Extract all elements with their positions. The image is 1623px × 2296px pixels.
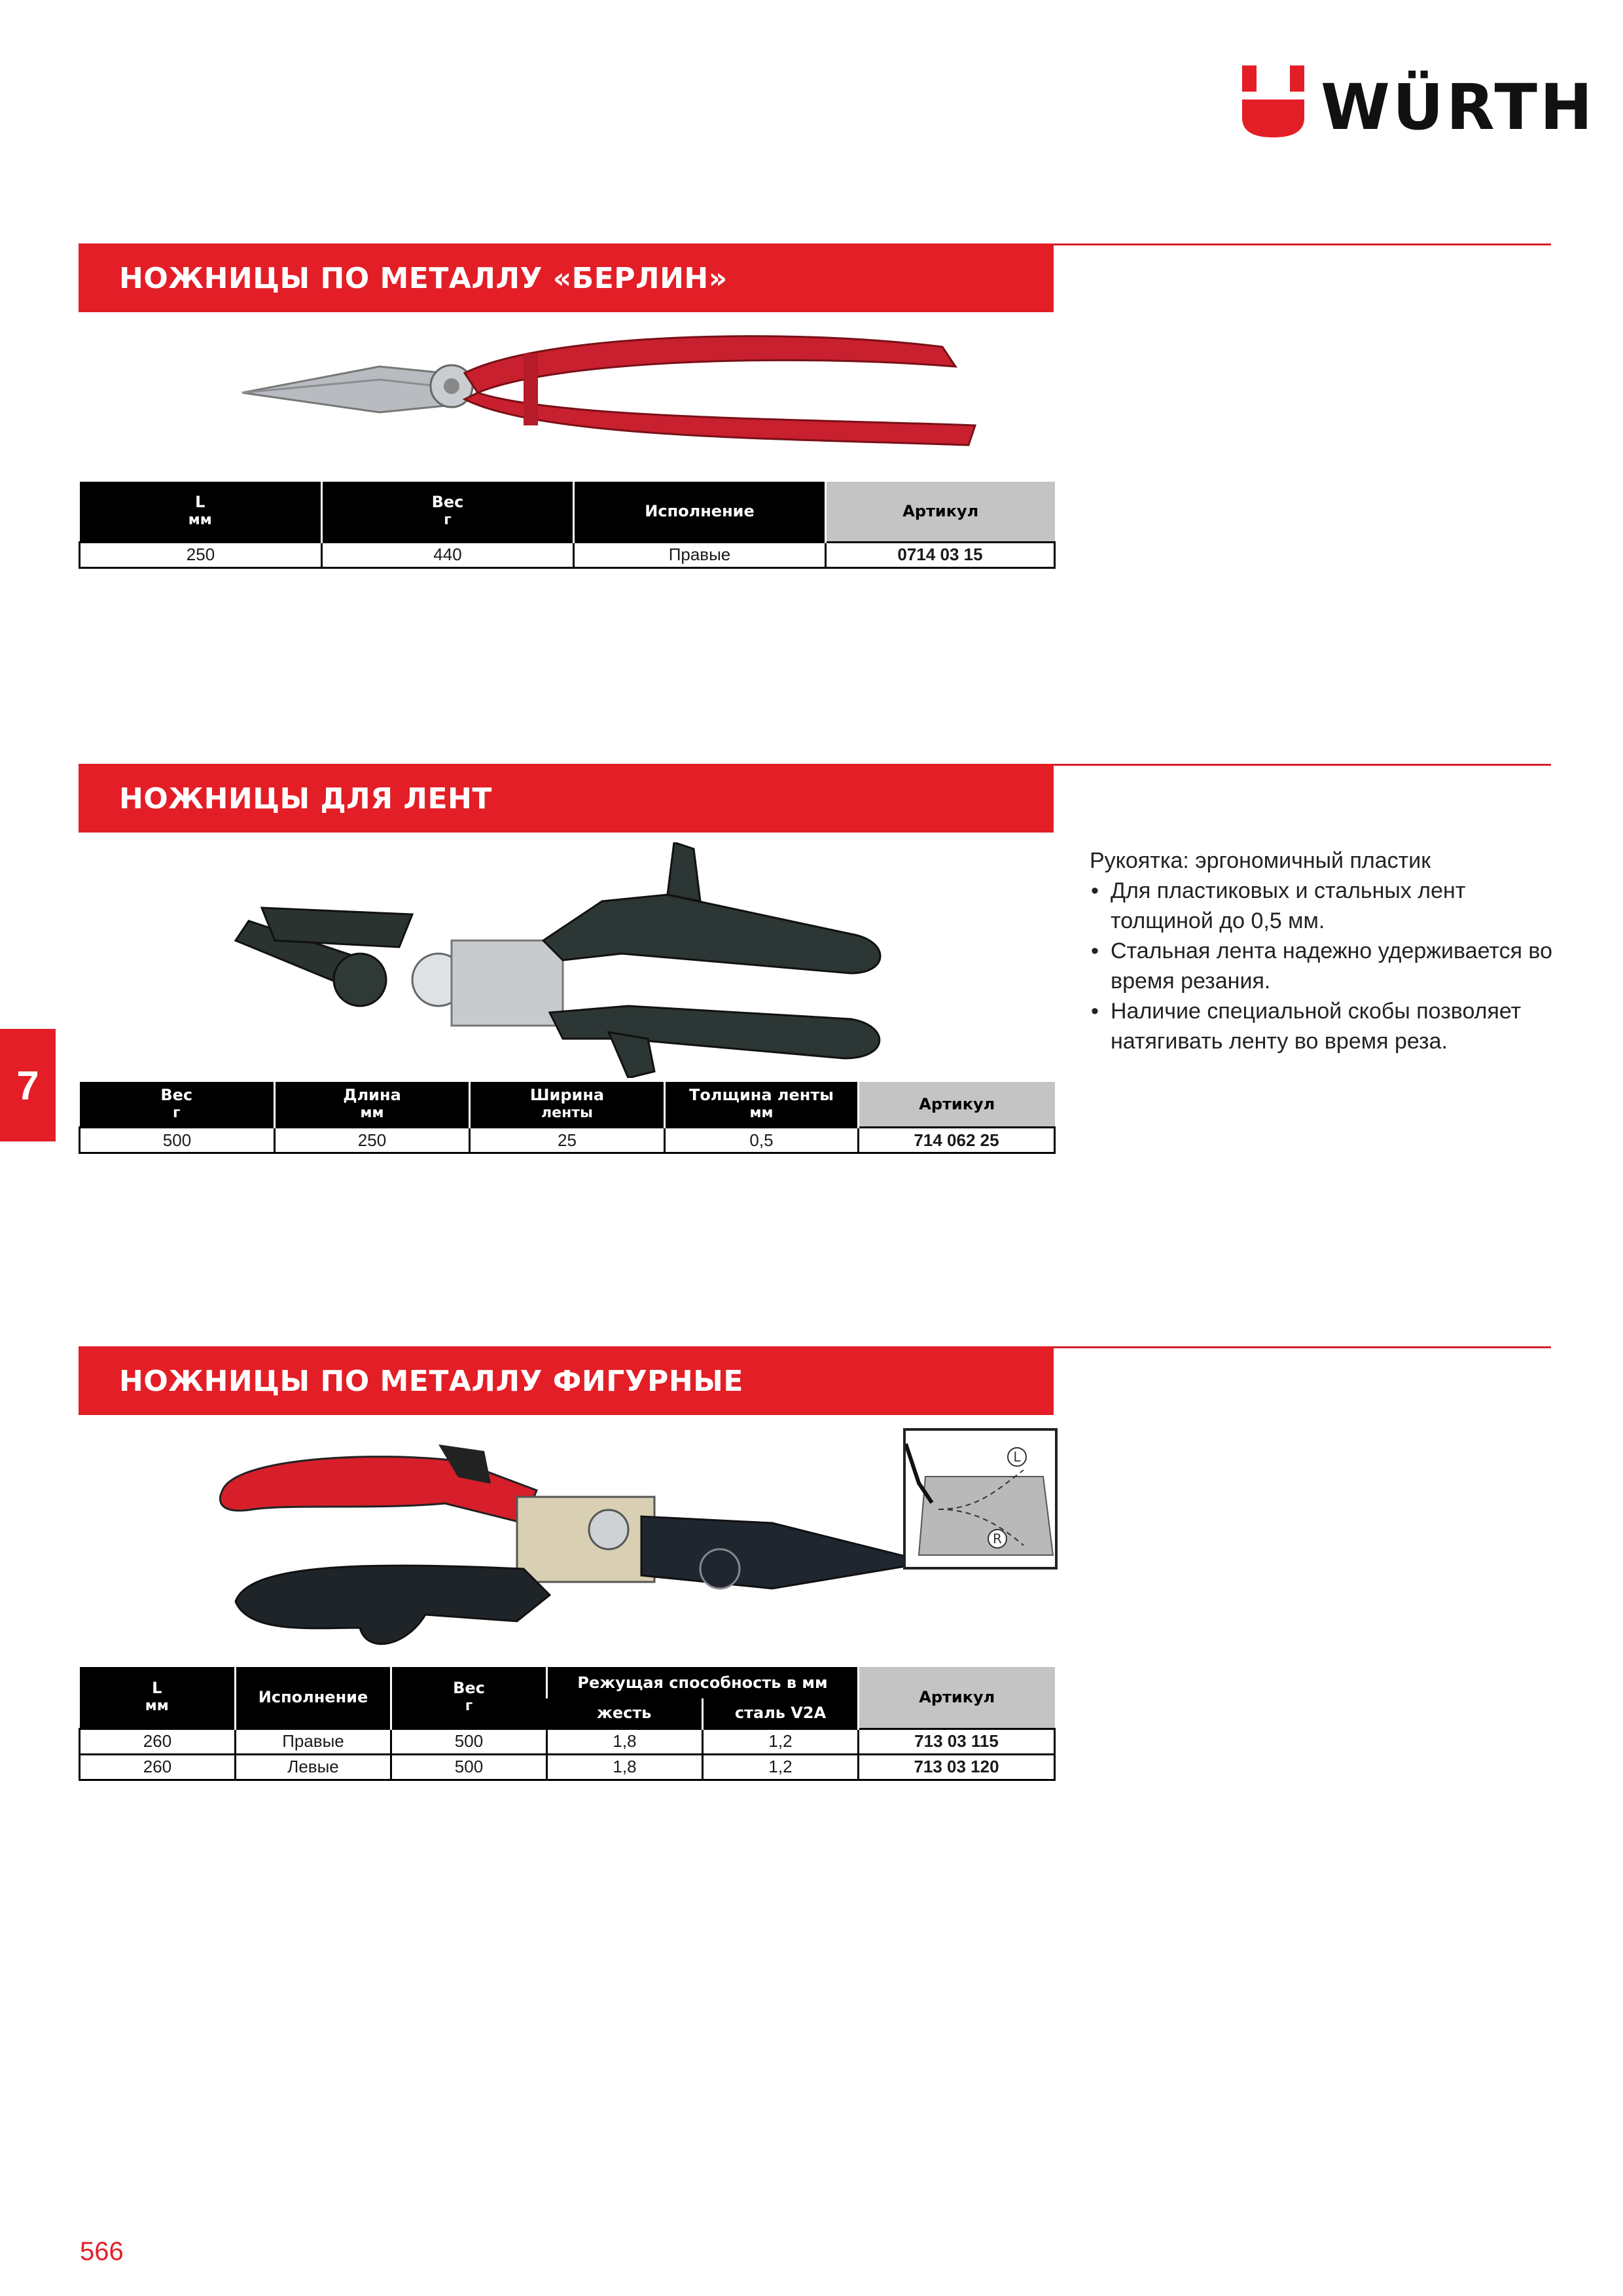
wurth-logo-mark-icon xyxy=(1242,65,1304,137)
diagram-label-left: L xyxy=(1013,1449,1021,1465)
section-divider xyxy=(1054,764,1551,766)
table-row xyxy=(80,1128,1055,1153)
feature-list xyxy=(1090,876,1561,1056)
cell-length: 260 xyxy=(80,1754,236,1780)
cell-length: 250 xyxy=(275,1128,470,1153)
diagram-label-right: R xyxy=(993,1531,1002,1547)
col-header-article: Артикул xyxy=(859,1082,1055,1128)
chapter-number: 7 xyxy=(16,1064,39,1109)
cell-strap-thickness: 0,5 xyxy=(665,1128,859,1153)
cell-length: 260 xyxy=(80,1729,236,1754)
table-row xyxy=(80,1754,1055,1780)
strap-spec-table xyxy=(79,1082,1056,1154)
subheader-tin: жесть xyxy=(547,1698,703,1729)
section-header xyxy=(79,1346,1054,1415)
feature-item: • Стальная лента надежно удерживается во время резания. xyxy=(1111,936,1561,996)
cell-article: 713 03 115 xyxy=(859,1729,1055,1754)
curved-spec-table xyxy=(79,1667,1056,1781)
cell-strap-width: 25 xyxy=(470,1128,665,1153)
col-header-length: L мм xyxy=(80,482,322,542)
cell-version: Правые xyxy=(574,542,826,567)
strap-snips-description xyxy=(1090,846,1561,1056)
feature-item: • Для пластиковых и стальных лент толщиной до 0,5 мм. xyxy=(1111,876,1561,936)
section-header xyxy=(79,243,1054,312)
page-number: 566 xyxy=(80,2237,124,2266)
berlin-spec-table xyxy=(79,482,1056,569)
chapter-tab xyxy=(0,1029,56,1141)
cell-article: 714 062 25 xyxy=(859,1128,1055,1153)
wurth-logo xyxy=(1242,65,1596,144)
cell-article: 0714 03 15 xyxy=(826,542,1055,567)
table-row xyxy=(80,542,1055,567)
cut-direction-diagram xyxy=(903,1428,1058,1570)
col-header-length: Длина мм xyxy=(275,1082,470,1128)
cell-weight: 500 xyxy=(80,1128,275,1153)
cell-steel-v2a: 1,2 xyxy=(703,1754,859,1780)
col-header-length: L мм xyxy=(80,1667,236,1729)
cut-diagram-icon xyxy=(906,1431,1055,1567)
cell-tin: 1,8 xyxy=(547,1754,703,1780)
col-header-version: Исполнение xyxy=(574,482,826,542)
col-header-strap-width: Ширина ленты xyxy=(470,1082,665,1128)
strap-snips-image xyxy=(196,842,929,1078)
cell-article: 713 03 120 xyxy=(859,1754,1055,1780)
subheader-steel-v2a: сталь V2A xyxy=(703,1698,859,1729)
cell-version: Левые xyxy=(236,1754,391,1780)
cell-weight: 440 xyxy=(322,542,574,567)
cell-length: 250 xyxy=(80,542,322,567)
berlin-snips-image xyxy=(229,321,1001,471)
cell-steel-v2a: 1,2 xyxy=(703,1729,859,1754)
col-header-article: Артикул xyxy=(826,482,1055,542)
section-title: НОЖНИЦЫ ДЛЯ ЛЕНТ xyxy=(119,782,492,816)
cell-version: Правые xyxy=(236,1729,391,1754)
col-header-strap-thickness: Толщина ленты мм xyxy=(665,1082,859,1128)
col-header-cutting-capacity: Режущая способность в мм xyxy=(547,1667,859,1698)
section-divider xyxy=(1054,243,1551,245)
section-divider xyxy=(1054,1346,1551,1348)
feature-item: • Наличие специальной скобы позволяет натягивать ленту во время реза. xyxy=(1111,996,1561,1056)
col-header-article: Артикул xyxy=(859,1667,1055,1729)
description-lead: Рукоятка: эргономичный пластик xyxy=(1090,848,1431,873)
col-header-version: Исполнение xyxy=(236,1667,391,1729)
section-header xyxy=(79,764,1054,833)
section-title: НОЖНИЦЫ ПО МЕТАЛЛУ ФИГУРНЫЕ xyxy=(119,1365,743,1398)
brand-name: WÜRTH xyxy=(1321,71,1596,144)
cell-weight: 500 xyxy=(391,1729,547,1754)
cell-tin: 1,8 xyxy=(547,1729,703,1754)
section-title: НОЖНИЦЫ ПО МЕТАЛЛУ «БЕРЛИН» xyxy=(119,262,728,295)
table-row xyxy=(80,1729,1055,1754)
curved-snips-image xyxy=(209,1431,962,1693)
col-header-weight: Вес г xyxy=(80,1082,275,1128)
col-header-weight: Вес г xyxy=(322,482,574,542)
cell-weight: 500 xyxy=(391,1754,547,1780)
col-header-weight: Вес г xyxy=(391,1667,547,1729)
